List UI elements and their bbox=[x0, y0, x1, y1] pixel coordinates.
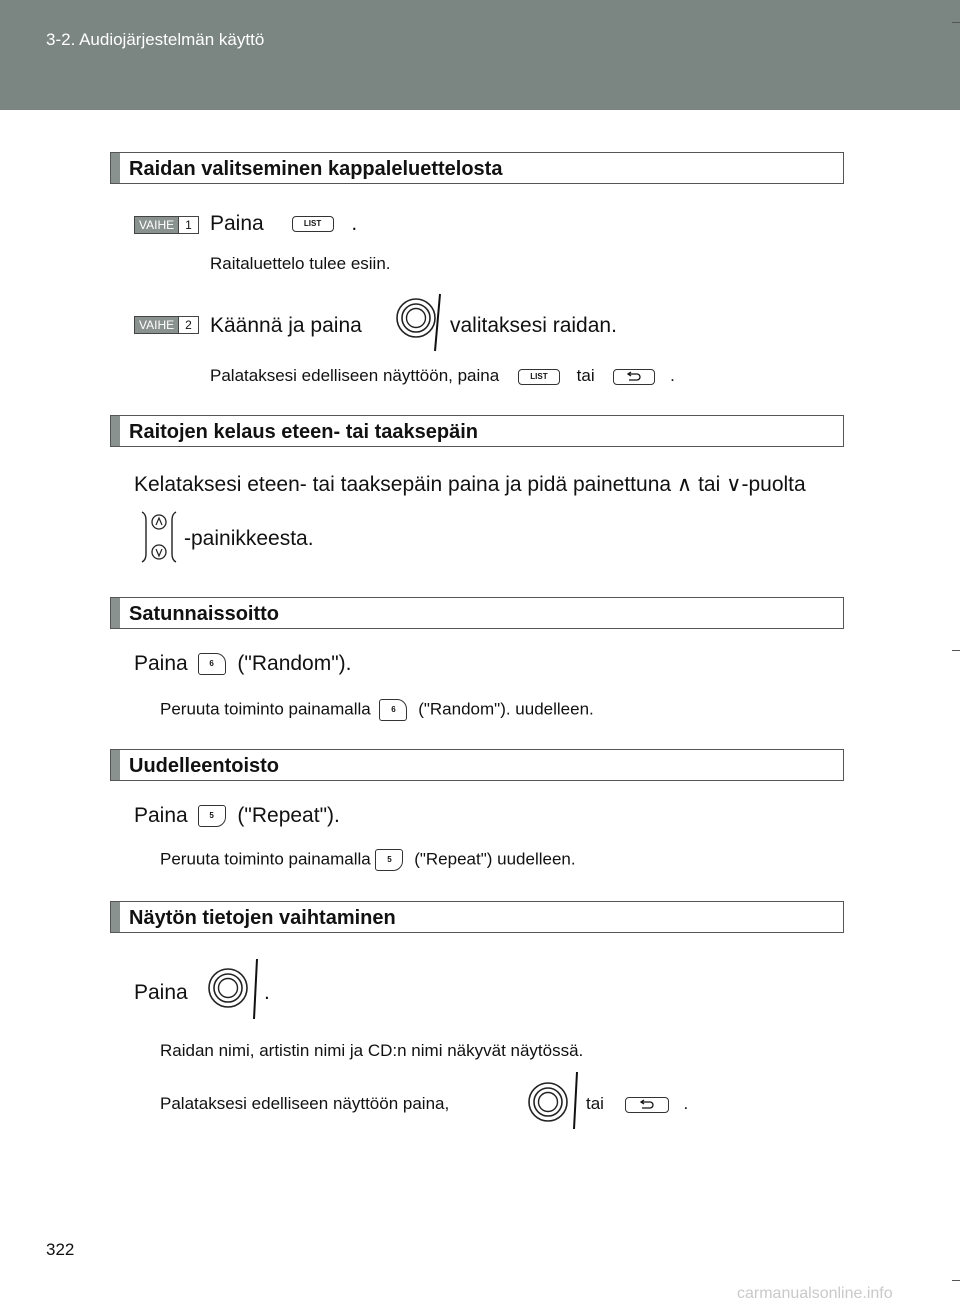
section-title: Satunnaissoitto bbox=[129, 603, 280, 625]
section-header-repeat bbox=[110, 749, 844, 781]
seek-up-down-icon[interactable] bbox=[136, 506, 182, 568]
crop-mark bbox=[952, 650, 960, 651]
section-title: Raidan valitseminen kappaleluettelosta bbox=[129, 158, 503, 180]
section-header-track-select bbox=[110, 152, 844, 184]
step-1-note: Raitaluettelo tulee esiin. bbox=[210, 254, 391, 273]
random-note: Peruuta toiminto painamalla 6 ("Random"). uudelleen. bbox=[160, 699, 594, 721]
back-button[interactable] bbox=[613, 369, 655, 385]
section-title: Näytön tietojen vaihtaminen bbox=[129, 907, 396, 929]
watermark: carmanualsonline.info bbox=[737, 1285, 893, 1302]
back-arrow-icon bbox=[614, 370, 654, 384]
step-2-text-b: valitaksesi raidan. bbox=[450, 314, 617, 337]
section-header-seek bbox=[110, 415, 844, 447]
step-1-label: VAIHE 1 bbox=[134, 216, 199, 234]
step-2-text-a: Käännä ja paina bbox=[210, 314, 362, 337]
repeat-line: Paina 5 ("Repeat"). bbox=[134, 804, 340, 827]
seek-text-2: -painikkeesta. bbox=[184, 527, 314, 550]
display-note-2b: tai . bbox=[586, 1094, 689, 1113]
preset-6-button[interactable]: 6 bbox=[198, 653, 226, 675]
preset-5-button[interactable]: 5 bbox=[198, 805, 226, 827]
preset-6-button[interactable]: 6 bbox=[379, 699, 407, 721]
step-2-note: Palataksesi edelliseen näyttöön, paina LIST tai . bbox=[210, 366, 675, 385]
display-note-2a: Palataksesi edelliseen näyttöön paina, bbox=[160, 1094, 450, 1113]
random-line: Paina 6 ("Random"). bbox=[134, 652, 352, 675]
step-1-text: Paina LIST . bbox=[210, 212, 358, 235]
section-title: Uudelleentoisto bbox=[129, 755, 280, 777]
seek-text: Kelataksesi eteen- tai taaksepäin paina ja pidä painettuna ∧ tai ∨-puolta bbox=[134, 473, 806, 496]
back-arrow-icon bbox=[626, 1098, 668, 1112]
section-header-display bbox=[110, 901, 844, 933]
preset-5-button[interactable]: 5 bbox=[375, 849, 403, 871]
display-line-a: Paina bbox=[134, 981, 188, 1004]
step-2-label: VAIHE 2 bbox=[134, 316, 199, 334]
tune-select-knob-icon[interactable] bbox=[524, 1068, 584, 1130]
list-button[interactable]: LIST bbox=[518, 369, 560, 385]
page-number: 322 bbox=[46, 1240, 75, 1259]
section-title: Raitojen kelaus eteen- tai taaksepäin bbox=[129, 421, 479, 443]
crop-mark bbox=[952, 22, 960, 23]
display-line-b: . bbox=[264, 981, 270, 1004]
back-button[interactable] bbox=[625, 1097, 669, 1113]
breadcrumb: 3-2. Audiojärjestelmän käyttö bbox=[46, 30, 265, 49]
tune-select-knob-icon[interactable] bbox=[202, 956, 266, 1022]
repeat-note: Peruuta toiminto painamalla 5 ("Repeat") uudelleen. bbox=[160, 849, 576, 871]
tune-select-knob-icon[interactable] bbox=[390, 288, 450, 354]
page-header bbox=[0, 0, 960, 110]
list-button[interactable]: LIST bbox=[292, 216, 334, 232]
crop-mark bbox=[952, 1280, 960, 1281]
section-header-random bbox=[110, 597, 844, 629]
display-note-1: Raidan nimi, artistin nimi ja CD:n nimi näkyvät näytössä. bbox=[160, 1041, 584, 1060]
